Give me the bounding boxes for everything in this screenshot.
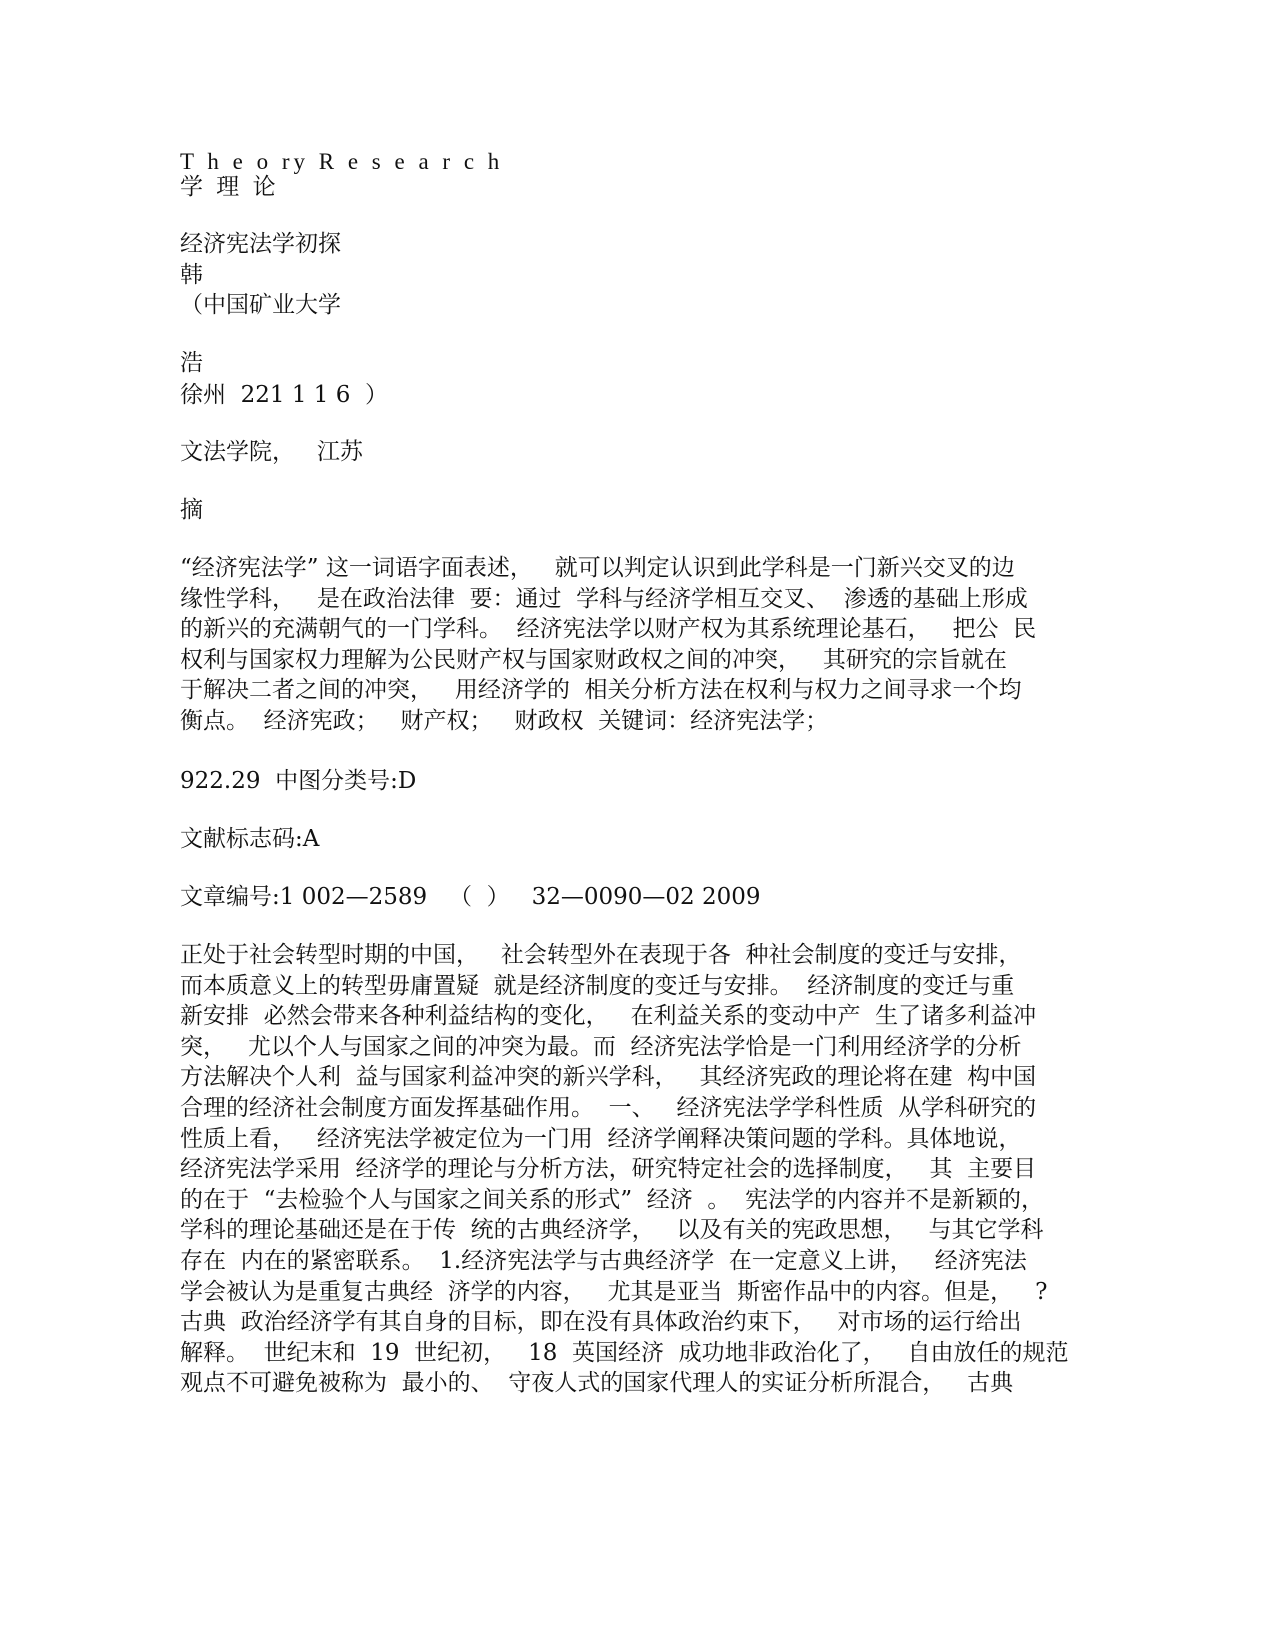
journal-section-english: T h e o ry R e s e a r c h [180,149,504,174]
author-affiliation: （中国矿业大学 [180,292,341,318]
body-line: 存在 内在的紧密联系。 1.经济宪法学与古典经济学 在一定意义上讲， 经济宪法 [180,1247,1027,1274]
body-line: 古典 政治经济学有其自身的目标，即在没有具体政治约束下， 对市场的运行给出 [180,1309,1022,1336]
journal-section-chinese: 学 理 论 [180,174,279,200]
abstract-line: 权利与国家权力理解为公民财产权与国家财政权之间的冲突， 其研究的宗旨就在 [180,646,1007,673]
abstract-paragraph [180,553,1080,737]
abstract-line: 缘性学科， 是在政治法律 要：通过 学科与经济学相互交叉、 渗透的基础上形成 [180,585,1028,612]
abstract-label: 摘 [180,497,203,523]
body-line: 学会被认为是重复古典经 济学的内容， 尤其是亚当 斯密作品中的内容。但是， ? [180,1278,1048,1305]
body-line: 观点不可避免被称为 最小的、 守夜人式的国家代理人的实证分析所混合， 古典 [180,1370,1014,1397]
body-line: 合理的经济社会制度方面发挥基础作用。 一、 经济宪法学学科性质 从学科研究的 [180,1094,1037,1121]
abstract-line: 于解决二者之间的冲突， 用经济学的 相关分析方法在权利与权力之间寻求一个均 [180,677,1022,704]
article-title: 经济宪法学初探 [180,231,341,257]
body-line: 的在于 “去检验个人与国家之间关系的形式” 经济 。 宪法学的内容并不是新颖的， [180,1186,1045,1213]
abstract-line: 的新兴的充满朝气的一门学科。 经济宪法学以财产权为其系统理论基石， 把公 民 [180,616,1037,643]
body-line: 方法解决个人利 益与国家利益冲突的新兴学科， 其经济宪政的理论将在建 构中国 [180,1064,1037,1091]
classification-number: 922.29 中图分类号:D [180,768,417,794]
author-name-first: 韩 [180,262,203,288]
affiliation-city-postcode: 徐州 221 1 1 6 ） [180,382,388,408]
body-line: 正处于社会转型时期的中国， 社会转型外在表现于各 种社会制度的变迁与安排， [180,942,1022,968]
abstract-line: “经济宪法学” 这一词语字面表述， 就可以判定认识到此学科是一门新兴交叉的边 [180,555,1015,581]
body-paragraph [180,940,1080,1399]
body-line: 而本质意义上的转型毋庸置疑 就是经济制度的变迁与安排。 经济制度的变迁与重 [180,972,1015,999]
body-line: 突， 尤以个人与国家之间的冲突为最。而 经济宪法学恰是一门利用经济学的分析 [180,1033,1022,1060]
body-line: 学科的理论基础还是在于传 统的古典经济学， 以及有关的宪政思想， 与其它学科 [180,1217,1044,1244]
body-line: 解释。 世纪末和 19 世纪初， 18 英国经济 成功地非政治化了， 自由放任的规范 [180,1339,1069,1366]
abstract-line: 衡点。 经济宪政； 财产权； 财政权 关键词：经济宪法学； [180,707,829,734]
author-name-second: 浩 [180,350,203,376]
affiliation-school-province: 文法学院， 江苏 [180,439,363,465]
document-code: 文献标志码:A [180,826,320,852]
body-line: 性质上看， 经济宪法学被定位为一门用 经济学阐释决策问题的学科。具体地说， [180,1125,1022,1152]
body-line: 经济宪法学采用 经济学的理论与分析方法，研究特定社会的选择制度， 其 主要目 [180,1156,1037,1183]
body-line: 新安排 必然会带来各种利益结构的变化， 在利益关系的变动中产 生了诸多利益冲 [180,1003,1037,1030]
article-number: 文章编号:1 002—2589 （ ） 32—0090—02 2009 [180,884,761,910]
